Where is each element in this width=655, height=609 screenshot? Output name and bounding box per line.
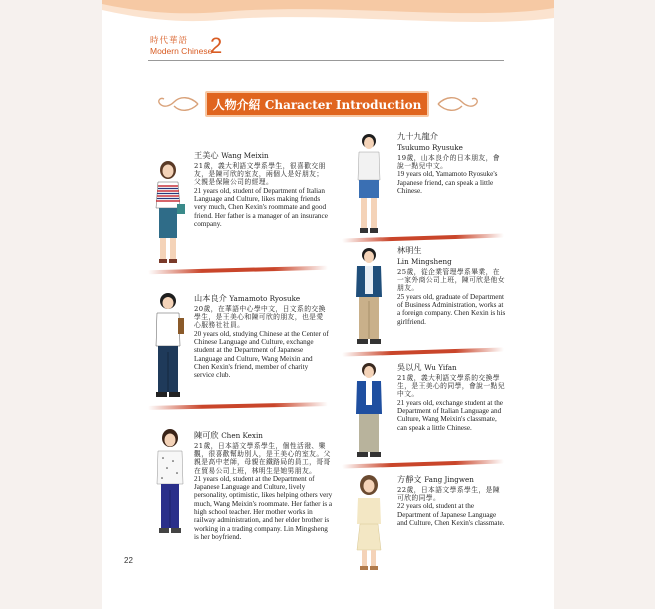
bio-en: 19 years old, Yamamoto Ryosuke's Japanese friend, can speak a little Chinese. [397, 170, 498, 195]
character-name [397, 131, 505, 153]
character-yamamoto-ryosuke [194, 293, 329, 379]
name-en: Yamamoto Ryosuke [229, 294, 301, 303]
wang-meixin-illustration [150, 158, 186, 268]
bio-en: 21 years old, student of Department of Italian Language and Culture, likes making friends very much, Chen Kexin's roommate and good friend. Her father is a manager of an insurance company. [194, 186, 328, 228]
wu-yifan-illustration [352, 362, 386, 462]
bio-zh: 22歲，日本語文學系學生，是陳可欣的同學。 [397, 486, 501, 503]
book-title [150, 36, 212, 56]
character-name [194, 293, 329, 304]
chen-kexin-illustration [153, 428, 187, 540]
character-name [194, 430, 334, 441]
name-zh: 山本良介 [194, 293, 227, 303]
bio-zh: 19歲，山本良介的日本朋友，會說一點兒中文。 [397, 154, 501, 171]
header-rule [148, 60, 504, 61]
character-name [397, 474, 507, 485]
name-zh: 方靜文 [397, 474, 422, 484]
name-en: Lin Mingsheng [397, 257, 452, 266]
character-lin-mingsheng [397, 245, 507, 326]
name-zh: 吳以凡 [397, 362, 422, 372]
bio-zh: 21歲，日本語文學系學生，個性活潑、樂觀，很喜歡幫助別人，是王美心的室友。父親是高中老師，母親在鐵路局的員工，哥哥在貿易公司上班，林明生是她男朋友。 [194, 442, 331, 475]
bio-zh: 21歲，義大利語文學系學生，很喜歡交朋友，是陳可欣的室友，兩個人是好朋友；父親是保險公司的經理。 [194, 162, 326, 187]
book-title-zh: 時代華語 [150, 36, 189, 46]
bio-zh: 21歲，義大利語文學系的交換學生，是王美心的同學，會說一點兒中文。 [397, 374, 505, 399]
character-introduction-banner: 人物介紹 Character Introduction [205, 91, 429, 117]
bio-en: 22 years old, student at the Department of Japanese Language and Culture, Chen Kexin's classmate. [397, 502, 505, 527]
bio-zh: 20歲，在華語中心學中文，日文系的交換學生，是王美心和陳可欣的朋友，也是愛心服務社社員。 [194, 305, 326, 330]
page-number: 22 [124, 556, 133, 565]
character-wang-meixin [194, 150, 329, 228]
book-title-en: Modern Chinese [150, 46, 213, 56]
character-name [397, 362, 507, 373]
bio-zh: 25歲，從企業管理學系畢業，在一家外商公司上班，陳可欣是他女朋友。 [397, 268, 505, 293]
name-zh: 王美心 [194, 150, 219, 160]
lin-mingsheng-illustration [352, 247, 386, 347]
character-name [194, 150, 329, 161]
bio-en: 21 years old, student at the Department of Japanese Language and Culture, lively personality, optimistic, likes helping others very much, Wang Meixin's roommate. Her father is a high school teacher. Her mother works in railway administration, and her elder brother is working in a trading company. Lin Mingsheng is her boyfriend. [194, 474, 333, 541]
name-zh: 九十九龍介 [397, 131, 438, 141]
yamamoto-ryosuke-illustration [152, 292, 186, 400]
name-en: Wu Yifan [424, 363, 457, 372]
fang-jingwen-illustration [352, 474, 386, 574]
tsukumo-ryusuke-illustration [354, 132, 384, 236]
character-name [397, 245, 507, 267]
name-en: Chen Kexin [221, 431, 263, 440]
name-en: Wang Meixin [221, 151, 269, 160]
right-flourish-ornament [436, 94, 486, 114]
character-wu-yifan [397, 362, 507, 432]
character-fang-jingwen [397, 474, 507, 527]
name-zh: 林明生 [397, 245, 422, 255]
name-en: Tsukumo Ryusuke [397, 143, 463, 152]
book-volume-number: 2 [210, 33, 223, 58]
bio-en: 21 years old, exchange student at the Department of Italian Language and Culture, Wang Meixin's classmate, can speak a little Chinese. [397, 398, 503, 432]
left-flourish-ornament [150, 94, 200, 114]
name-en: Fang Jingwen [424, 475, 474, 484]
name-zh: 陳可欣 [194, 430, 219, 440]
bio-en: 25 years old, graduate of Department of Business Administration, works at a foreign company. Chen Kexin is his girlfriend. [397, 292, 506, 326]
character-chen-kexin [194, 430, 334, 541]
bio-en: 20 years old, studying Chinese at the Center of Chinese Language and Culture, exchange student at the Department of Japanese Language and Culture, Wang Meixin and Chen Kexin's friend, member of charity service club. [194, 329, 329, 380]
character-tsukumo-ryusuke [397, 131, 505, 195]
